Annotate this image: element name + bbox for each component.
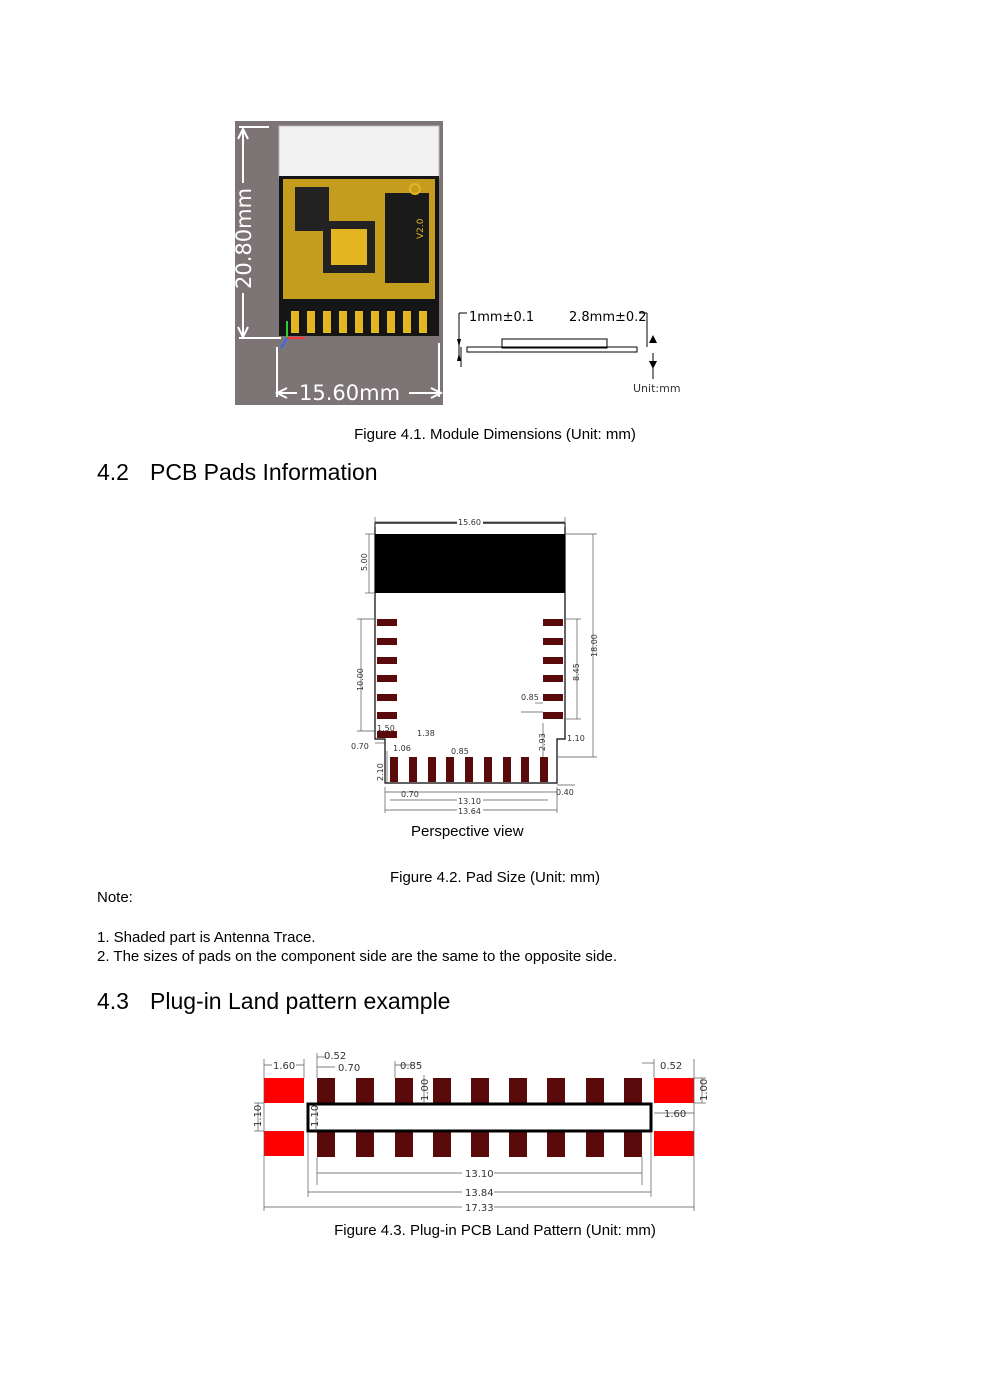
section-number: 4.2 — [97, 459, 129, 485]
dim-inner-w: 13.10 — [465, 1169, 494, 1180]
dim-pitch: 0.85 — [400, 1061, 423, 1072]
thickness-label: 1mm±0.1 — [469, 310, 535, 325]
dim-slot-h-left: 1.10 — [253, 1104, 264, 1127]
dim-first-off: 0.70 — [401, 790, 419, 799]
dim-pitch-bottom: 0.85 — [451, 747, 469, 756]
figure-4-3 — [250, 1045, 720, 1217]
section-title: PCB Pads Information — [150, 459, 378, 485]
dim-right-edge: 0.52 — [660, 1061, 683, 1072]
figure-4-2 — [345, 513, 605, 818]
dim-left-edge: 0.52 — [324, 1051, 347, 1062]
dim-right-pad-w: 1.60 — [664, 1109, 687, 1120]
note-item-2: 2. The sizes of pads on the component side are the same to the opposite side. — [97, 948, 618, 965]
figure-4-3-caption: Figure 4.3. Plug-in PCB Land Pattern (Unit: mm) — [334, 1222, 656, 1239]
pad-size-figure — [345, 513, 605, 818]
pcb-chip — [331, 229, 367, 265]
module-slot — [308, 1104, 651, 1131]
dim-right-pad-h: 1.00 — [699, 1078, 710, 1101]
pcb-version-label: V2.0 — [416, 218, 426, 239]
perspective-view-label: Perspective view — [411, 823, 524, 840]
dim-mid-w: 13.84 — [465, 1188, 494, 1199]
land-pattern-figure — [250, 1045, 720, 1217]
dim-bottom-depth: 2.93 — [538, 733, 547, 751]
dim-antenna: 5.00 — [360, 553, 369, 571]
dim-first-off: 0.70 — [338, 1063, 361, 1074]
unit-label: Unit:mm — [633, 382, 681, 395]
width-label: 15.60mm — [299, 381, 401, 405]
dim-corner-a: 1.38 — [417, 729, 435, 738]
total-thickness-label: 2.8mm±0.2 — [569, 310, 647, 325]
figure-4-1-caption: Figure 4.1. Module Dimensions (Unit: mm) — [354, 426, 636, 443]
dim-notch-w: 0.40 — [556, 788, 574, 797]
dim-pad-h: 1.00 — [420, 1078, 431, 1101]
dim-notch-h: 1.10 — [567, 734, 585, 743]
dim-inner-w: 13.10 — [458, 797, 481, 806]
module-dimensions-figure — [232, 121, 695, 406]
antenna-trace-area — [375, 534, 565, 593]
note-item-1: 1. Shaded part is Antenna Trace. — [97, 929, 316, 946]
figure-4-1 — [232, 121, 695, 406]
dim-pad-len: 1.50 — [377, 724, 395, 733]
dim-total-w: 17.33 — [465, 1203, 494, 1214]
dim-side-span: 8.45 — [572, 663, 581, 681]
section-title: Plug-in Land pattern example — [150, 988, 451, 1014]
dim-edge-off: 0.70 — [351, 742, 369, 751]
dim-outer-w: 13.64 — [458, 807, 481, 816]
section-4-2-heading — [97, 459, 378, 486]
module-edge-pads — [291, 311, 427, 333]
module-top-area — [279, 126, 439, 178]
figure-4-2-caption: Figure 4.2. Pad Size (Unit: mm) — [389, 869, 601, 886]
dim-height: 18.00 — [590, 634, 599, 657]
dim-pitch-side: 0.85 — [521, 693, 539, 702]
height-label: 20.80mm — [232, 187, 256, 289]
section-number: 4.3 — [97, 988, 129, 1014]
dim-bottom-pad: 2.10 — [376, 763, 385, 781]
note-title: Note: — [97, 889, 133, 906]
dim-slot-h-inner: 1.10 — [310, 1104, 321, 1127]
dim-width: 15.60 — [458, 518, 481, 527]
dim-corner-b: 1.06 — [393, 744, 411, 753]
dim-left-pad-w: 1.60 — [273, 1061, 296, 1072]
dim-pad-span: 10.00 — [356, 668, 365, 691]
bottom-pads — [390, 757, 548, 782]
section-4-3-heading — [97, 988, 450, 1015]
